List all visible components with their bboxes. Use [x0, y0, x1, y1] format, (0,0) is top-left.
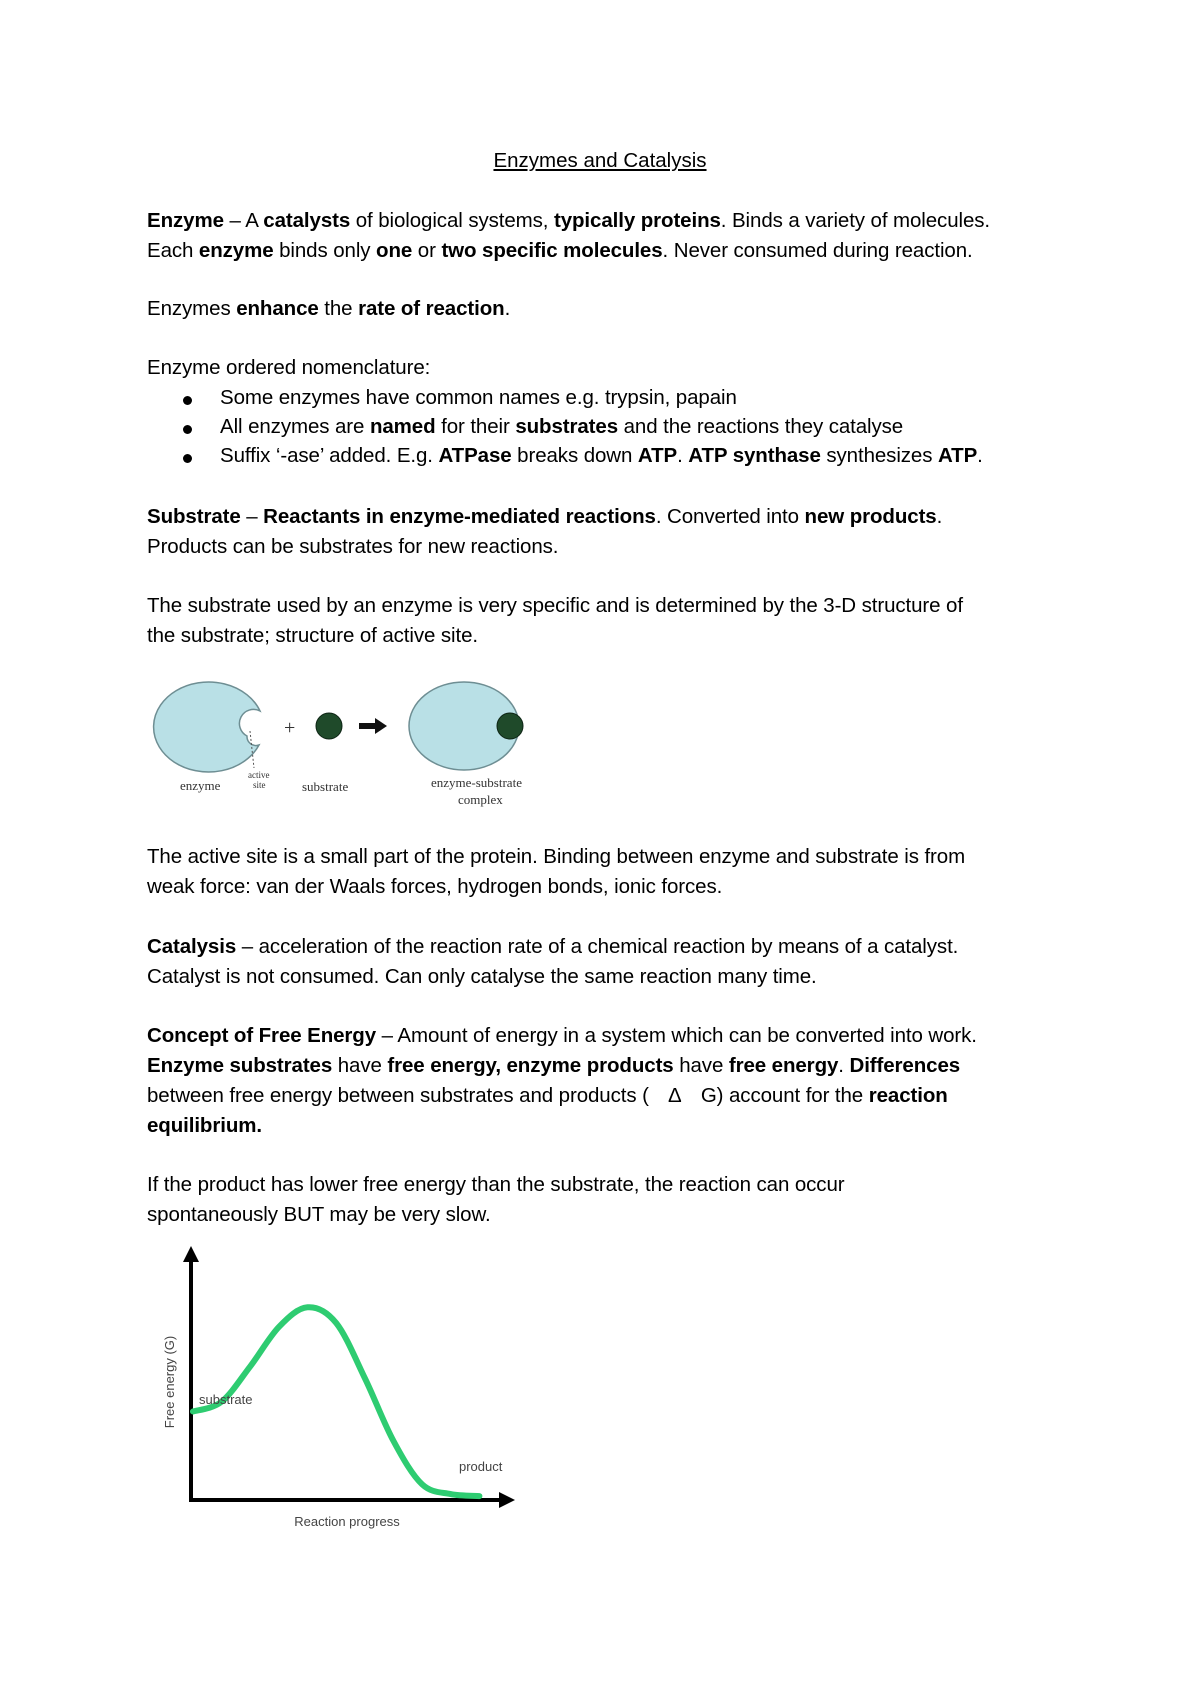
substrate-definition-line-1: Substrate – Reactants in enzyme-mediated reactions. Converted into new products.	[147, 505, 943, 528]
enzyme-definition-line-1: Enzyme – A catalysts of biological systems, typically proteins. Binds a variety of molecules.	[147, 209, 991, 232]
enhance-rate-line: Enzymes enhance the rate of reaction.	[147, 297, 511, 320]
spontaneous-line-2: spontaneously BUT may be very slow.	[147, 1203, 491, 1226]
nomenclature-item-1: Some enzymes have common names e.g. trypsin, papain	[220, 386, 737, 409]
y-axis-arrow-icon	[183, 1246, 199, 1262]
substrate-definition-line-2: Products can be substrates for new reactions.	[147, 535, 559, 558]
specificity-line-1: The substrate used by an enzyme is very specific and is determined by the 3-D structure of	[147, 594, 963, 617]
free-energy-line-4: equilibrium.	[147, 1114, 262, 1137]
nomenclature-item-2: All enzymes are named for their substrates and the reactions they catalyse	[220, 415, 904, 438]
nomenclature-item-3: Suffix ‘-ase’ added. E.g. ATPase breaks down ATP. ATP synthase synthesizes ATP.	[220, 444, 983, 467]
enzyme-label: enzyme	[180, 778, 221, 793]
free-energy-line-1: Concept of Free Energy – Amount of energy in a system which can be converted into work.	[147, 1024, 977, 1047]
free-energy-chart	[147, 1244, 527, 1534]
enzyme-shape	[154, 682, 260, 772]
free-energy-line-2: Enzyme substrates have free energy, enzyme products have free energy. Differences	[147, 1054, 961, 1077]
complex-label-1: enzyme-substrate	[431, 775, 522, 790]
x-axis-arrow-icon	[499, 1492, 515, 1508]
y-axis-label: Free energy (G)	[162, 1335, 177, 1429]
catalysis-line-1: Catalysis – acceleration of the reaction rate of a chemical reaction by means of a catalyst.	[147, 935, 959, 958]
active-site-line-2: weak force: van der Waals forces, hydrogen bonds, ionic forces.	[147, 875, 723, 898]
active-site-label-2: site	[253, 780, 266, 790]
plus-sign: +	[284, 717, 296, 739]
bullet-icon	[183, 454, 192, 463]
active-site-line-1: The active site is a small part of the protein. Binding between enzyme and substrate is from	[147, 845, 966, 868]
product-annotation: product	[459, 1459, 503, 1474]
catalysis-line-2: Catalyst is not consumed. Can only catalyse the same reaction many time.	[147, 965, 817, 988]
delta-symbol: Δ	[668, 1084, 682, 1107]
page-title: Enzymes and Catalysis	[493, 149, 707, 172]
free-energy-line-3: between free energy between substrates and products ( Δ G) account for the reaction	[147, 1081, 948, 1111]
bound-substrate	[497, 713, 523, 739]
specificity-line-2: the substrate; structure of active site.	[147, 624, 478, 647]
substrate-annotation: substrate	[199, 1392, 253, 1407]
bullet-icon	[183, 396, 192, 405]
enzyme-definition-line-2: Each enzyme binds only one or two specific molecules. Never consumed during reaction.	[147, 239, 973, 262]
substrate-label: substrate	[302, 779, 349, 794]
complex-label-2: complex	[458, 792, 503, 807]
x-axis-label: Reaction progress	[294, 1514, 400, 1529]
active-site-label-1: active	[248, 770, 270, 780]
substrate-molecule	[316, 713, 342, 739]
spontaneous-line-1: If the product has lower free energy than the substrate, the reaction can occur	[147, 1173, 845, 1196]
reaction-arrow-icon	[359, 718, 387, 734]
nomenclature-heading: Enzyme ordered nomenclature:	[147, 356, 431, 379]
enzyme-substrate-diagram	[147, 678, 567, 814]
bullet-icon	[183, 425, 192, 434]
